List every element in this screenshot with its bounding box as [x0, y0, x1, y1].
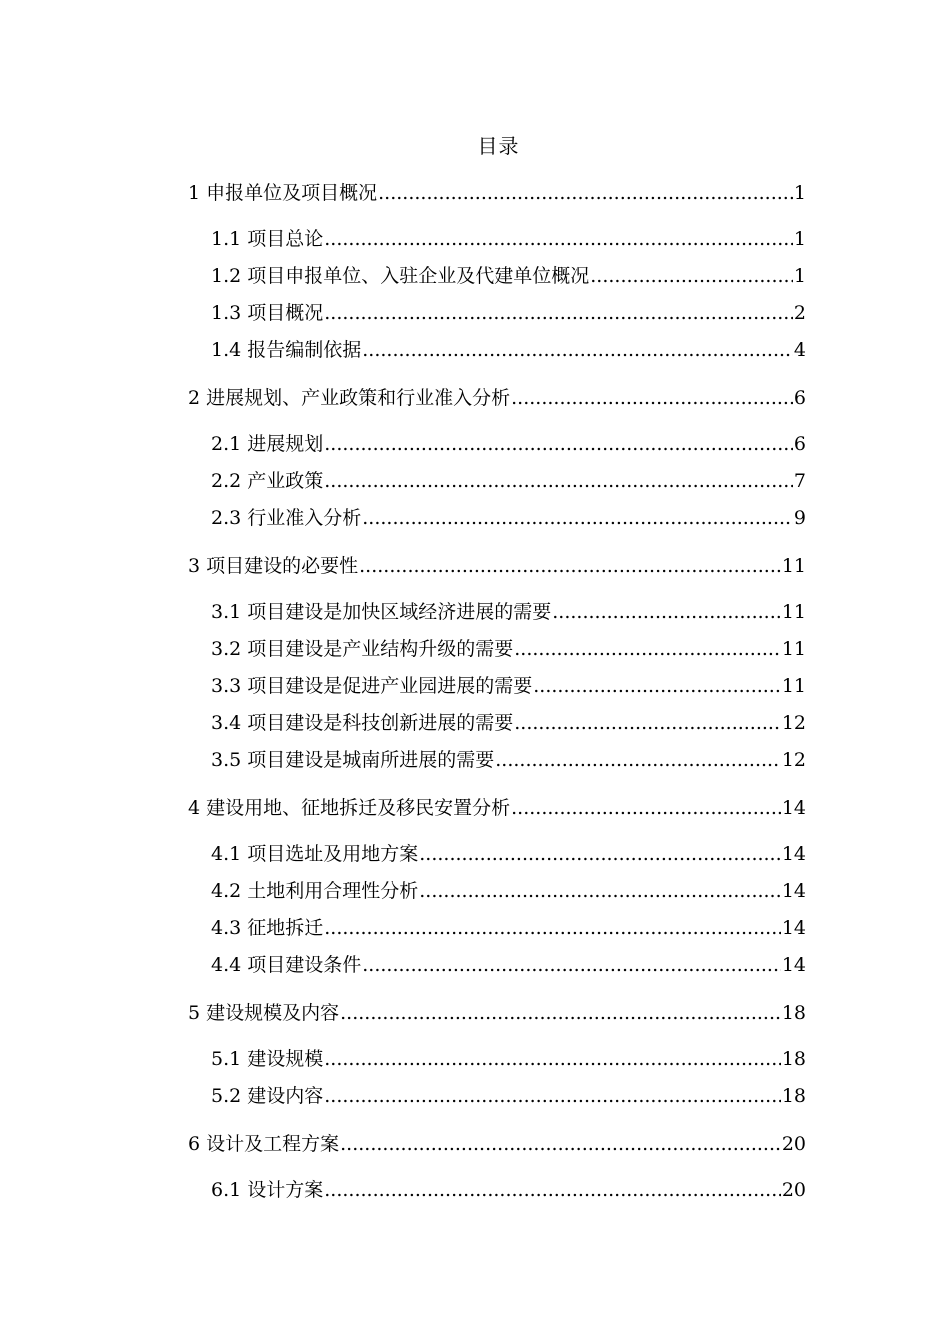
toc-entry-label: 2.2 产业政策 [211, 470, 324, 492]
toc-section-entry[interactable] [211, 504, 806, 532]
toc-chapter-entry[interactable] [188, 999, 806, 1027]
dot-leader [359, 552, 781, 580]
toc-entry-label: 1.2 项目申报单位、入驻企业及代建单位概况 [211, 265, 590, 287]
toc-section-entry[interactable] [211, 598, 806, 626]
toc-entry-label: 3.4 项目建设是科技创新进展的需要 [211, 712, 514, 734]
toc-chapter-entry[interactable] [188, 1130, 806, 1158]
toc-entry-page-number: 14 [781, 917, 806, 939]
toc-entry-page-number: 11 [781, 675, 806, 697]
toc-section-entry[interactable] [211, 430, 806, 458]
toc-entry-page-number: 14 [781, 880, 806, 902]
toc-section-entry[interactable] [211, 262, 806, 290]
toc-entry-page-number: 12 [781, 712, 806, 734]
toc-entry-label: 5.1 建设规模 [211, 1048, 324, 1070]
toc-entry-page-number: 18 [781, 1002, 806, 1024]
toc-entry-label: 2.3 行业准入分析 [211, 507, 362, 529]
toc-section-entry[interactable] [211, 1082, 806, 1110]
dot-leader [324, 430, 793, 458]
dot-leader [324, 1082, 781, 1110]
dot-leader [590, 262, 793, 290]
toc-entry-page-number: 7 [793, 470, 806, 492]
dot-leader [340, 1130, 781, 1158]
dot-leader [419, 877, 781, 905]
toc-section-entry[interactable] [211, 336, 806, 364]
dot-leader [419, 840, 781, 868]
toc-entry-page-number: 18 [781, 1048, 806, 1070]
toc-entry-label: 1 申报单位及项目概况 [188, 182, 378, 204]
toc-chapter-entry[interactable] [188, 794, 806, 822]
dot-leader [511, 384, 793, 412]
toc-entry-page-number: 14 [781, 797, 806, 819]
toc-entry-page-number: 11 [781, 638, 806, 660]
toc-section-entry[interactable] [211, 840, 806, 868]
toc-entry-label: 3.3 项目建设是促进产业园进展的需要 [211, 675, 533, 697]
toc-section-entry[interactable] [211, 914, 806, 942]
dot-leader [324, 225, 793, 253]
toc-entry-label: 3.2 项目建设是产业结构升级的需要 [211, 638, 514, 660]
toc-entry-label: 3.1 项目建设是加快区域经济进展的需要 [211, 601, 552, 623]
toc-entry-page-number: 11 [781, 555, 806, 577]
dot-leader [324, 467, 793, 495]
dot-leader [362, 336, 793, 364]
toc-entry-label: 4.1 项目选址及用地方案 [211, 843, 419, 865]
dot-leader [552, 598, 781, 626]
toc-entry-page-number: 11 [781, 601, 806, 623]
toc-entry-label: 4 建设用地、征地拆迁及移民安置分析 [188, 797, 511, 819]
toc-entry-page-number: 20 [781, 1179, 806, 1201]
toc-section-entry[interactable] [211, 635, 806, 663]
toc-entry-page-number: 18 [781, 1085, 806, 1107]
toc-section-entry[interactable] [211, 299, 806, 327]
toc-entry-page-number: 1 [793, 182, 806, 204]
toc-section-entry[interactable] [211, 709, 806, 737]
toc-entry-label: 2 进展规划、产业政策和行业准入分析 [188, 387, 511, 409]
toc-section-entry[interactable] [211, 1045, 806, 1073]
toc-section-entry[interactable] [211, 672, 806, 700]
dot-leader [324, 299, 793, 327]
toc-entry-page-number: 20 [781, 1133, 806, 1155]
toc-entry-label: 4.3 征地拆迁 [211, 917, 324, 939]
toc-entry-label: 3 项目建设的必要性 [188, 555, 359, 577]
toc-entry-label: 6 设计及工程方案 [188, 1133, 340, 1155]
dot-leader [324, 914, 781, 942]
dot-leader [324, 1176, 781, 1204]
toc-entry-label: 2.1 进展规划 [211, 433, 324, 455]
toc-section-entry[interactable] [211, 877, 806, 905]
dot-leader [511, 794, 781, 822]
dot-leader [378, 179, 793, 207]
toc-title: 目录 [477, 134, 520, 158]
toc-entry-page-number: 6 [793, 387, 806, 409]
dot-leader [533, 672, 781, 700]
toc-entry-label: 5.2 建设内容 [211, 1085, 324, 1107]
toc-entry-label: 6.1 设计方案 [211, 1179, 324, 1201]
toc-entry-label: 5 建设规模及内容 [188, 1002, 340, 1024]
toc-section-entry[interactable] [211, 225, 806, 253]
toc-entry-label: 4.2 土地利用合理性分析 [211, 880, 419, 902]
toc-entry-page-number: 1 [793, 228, 806, 250]
dot-leader [514, 709, 781, 737]
toc-section-entry[interactable] [211, 951, 806, 979]
toc-section-entry[interactable] [211, 746, 806, 774]
dot-leader [495, 746, 781, 774]
toc-entry-page-number: 9 [793, 507, 806, 529]
toc-entry-label: 1.4 报告编制依据 [211, 339, 362, 361]
toc-entry-label: 4.4 项目建设条件 [211, 954, 362, 976]
toc-entry-page-number: 14 [781, 843, 806, 865]
toc-entry-page-number: 14 [781, 954, 806, 976]
dot-leader [340, 999, 781, 1027]
toc-entry-label: 3.5 项目建设是城南所进展的需要 [211, 749, 495, 771]
dot-leader [514, 635, 781, 663]
toc-entry-page-number: 12 [781, 749, 806, 771]
toc-section-entry[interactable] [211, 467, 806, 495]
toc-entry-label: 1.3 项目概况 [211, 302, 324, 324]
dot-leader [362, 951, 781, 979]
toc-chapter-entry[interactable] [188, 384, 806, 412]
toc-section-entry[interactable] [211, 1176, 806, 1204]
toc-entry-page-number: 6 [793, 433, 806, 455]
toc-entry-page-number: 4 [793, 339, 806, 361]
dot-leader [362, 504, 793, 532]
toc-chapter-entry[interactable] [188, 179, 806, 207]
toc-entry-page-number: 2 [793, 302, 806, 324]
dot-leader [324, 1045, 781, 1073]
toc-entry-label: 1.1 项目总论 [211, 228, 324, 250]
toc-chapter-entry[interactable] [188, 552, 806, 580]
toc-entry-page-number: 1 [793, 265, 806, 287]
